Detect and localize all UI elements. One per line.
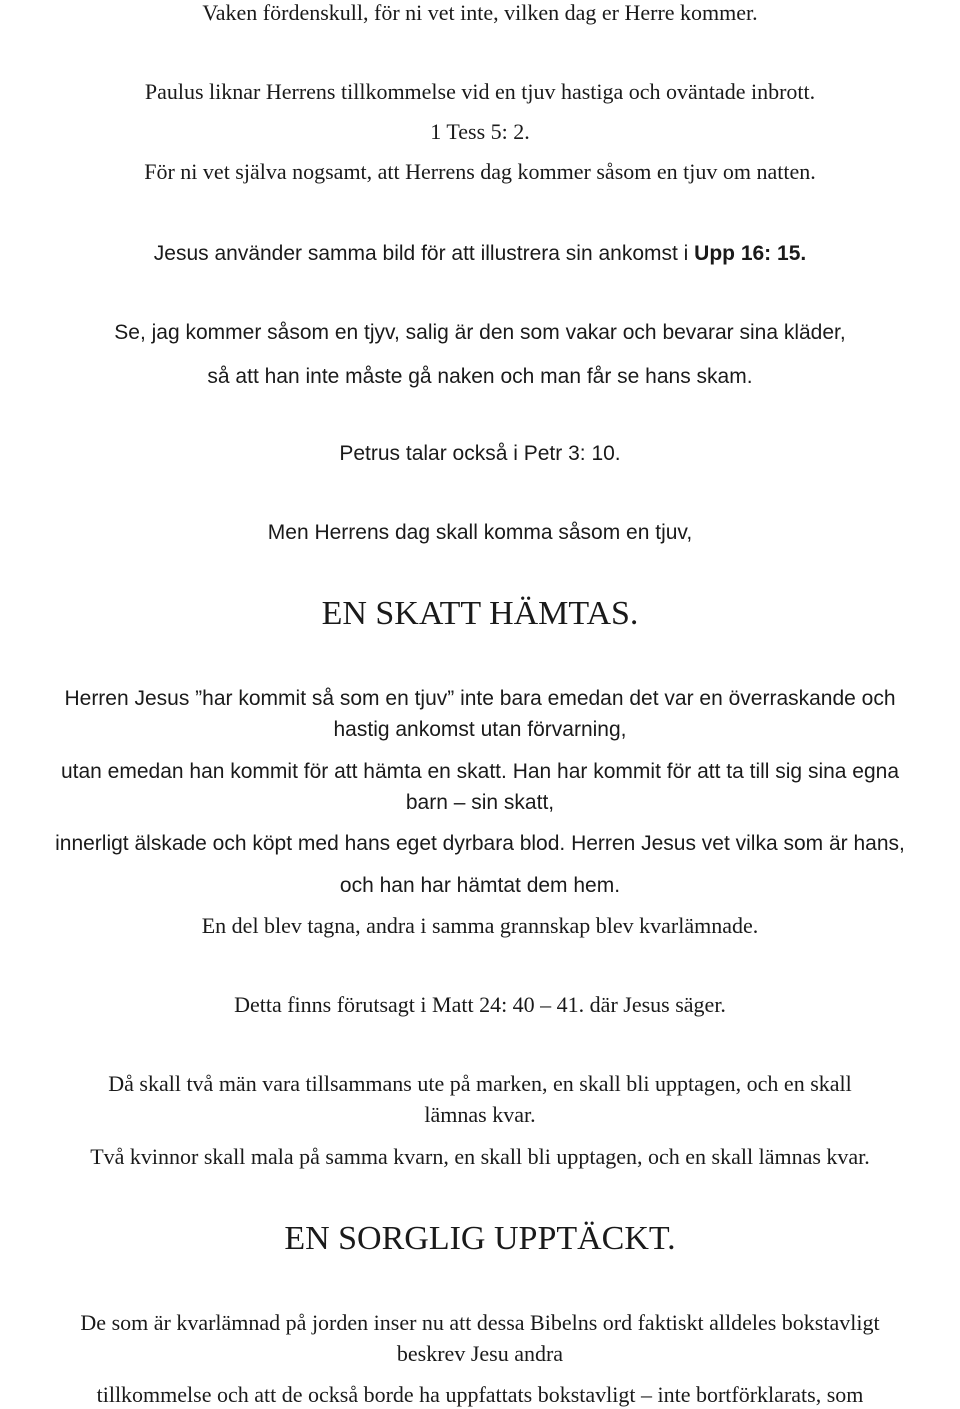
scripture-reference: Upp 16: 15. [694,242,807,265]
scripture-quote: Se, jag kommer såsom en tjyv, salig är den som vakar och bevarar sina kläder, [114,321,846,344]
text-line: beskrev Jesu andra [396,1341,564,1366]
text-line: barn – sin skatt, [405,791,555,814]
text-line: och han har hämtat dem hem. [339,874,621,897]
text-line: hastig ankomst utan förvarning, [333,718,627,741]
section-heading: EN SKATT HÄMTAS. [321,595,639,632]
section-heading: EN SORGLIG UPPTÄCKT. [284,1220,676,1257]
text-fragment: Jesus använder samma bild för att illustrera sin ankomst i [153,242,695,265]
scripture-quote: För ni vet själva nogsamt, att Herrens dag kommer såsom en tjuv om natten. [144,159,816,184]
text-line: Vaken fördenskull, för ni vet inte, vilken dag er Herre kommer. [202,0,758,25]
scripture-quote: Då skall två män vara tillsammans ute på marken, en skall bli upptagen, och en skall [108,1071,852,1096]
text-line: utan emedan han kommit för att hämta en skatt. Han har kommit för att ta till sig sina egna [60,760,900,783]
text-line: Paulus liknar Herrens tillkommelse vid en tjuv hastiga och oväntade inbrott. [144,79,816,104]
text-line: Detta finns förutsagt i Matt 24: 40 – 41. där Jesus säger. [234,992,726,1017]
text-line: Petrus talar också i Petr 3: 10. [339,442,621,465]
scripture-quote: Men Herrens dag skall komma såsom en tjuv, [267,521,693,544]
scripture-reference: 1 Tess 5: 2. [430,119,530,144]
scripture-quote: lämnas kvar. [424,1102,536,1127]
scripture-quote: Två kvinnor skall mala på samma kvarn, en skall bli upptagen, och en skall lämnas kvar. [90,1144,870,1169]
text-line: innerligt älskade och köpt med hans eget dyrbara blod. Herren Jesus vet vilka som är hans, [55,832,905,855]
text-line: De som är kvarlämnad på jorden inser nu att dessa Bibelns ord faktiskt alldeles bokstavligt [80,1310,880,1335]
text-line: tillkommelse och att de också borde ha uppfattats bokstavligt – inte bortförklarats, som [96,1382,864,1407]
text-line: Herren Jesus ”har kommit så som en tjuv” inte bara emedan det var en överraskande och [64,687,896,710]
text-line: En del blev tagna, andra i samma grannskap blev kvarlämnade. [201,913,759,938]
text-line [0,243,960,264]
scripture-quote: så att han inte måste gå naken och man får se hans skam. [207,365,753,388]
